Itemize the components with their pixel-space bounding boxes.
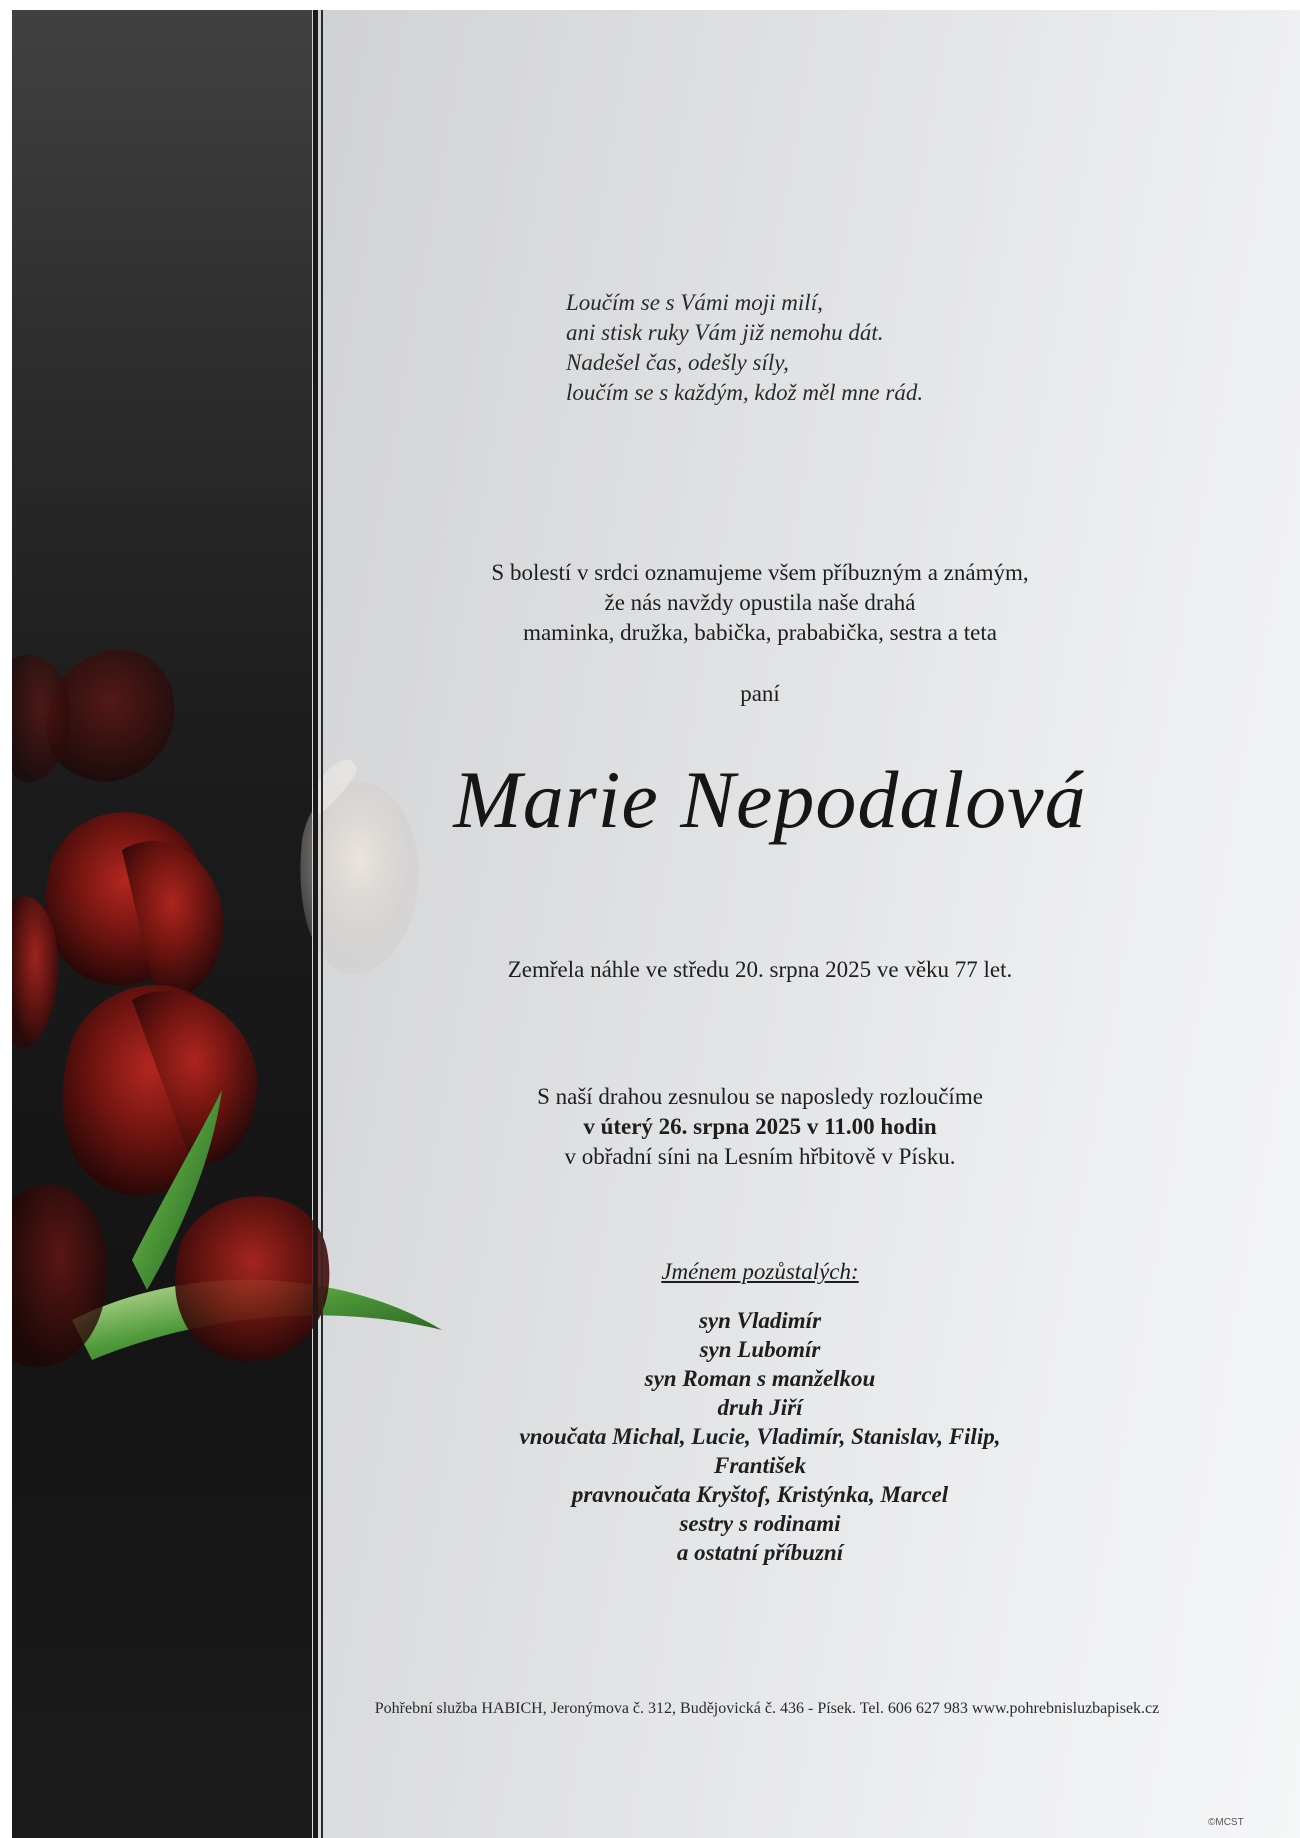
mourners-title: Jménem pozůstalých: xyxy=(661,1259,859,1284)
mourner-line: syn Lubomír xyxy=(699,1337,821,1362)
vertical-rule-thick xyxy=(313,10,318,1838)
announcement-line: maminka, družka, babička, prababička, sestra a teta xyxy=(523,620,997,645)
honorific: paní xyxy=(740,681,780,706)
death-notice: Zemřela náhle ve středu 20. srpna 2025 ve věku 77 let. xyxy=(507,957,1013,982)
mourner-line: syn Vladimír xyxy=(698,1308,822,1333)
mourner-line: vnoučata Michal, Lucie, Vladimír, Stanislav, Filip, xyxy=(519,1424,1001,1449)
copyright-mark: ©MCST xyxy=(1208,1817,1244,1828)
poem-line: loučím se s každým, kdož měl mne rád. xyxy=(566,380,924,405)
mourner-line: druh Jiří xyxy=(717,1395,803,1420)
mourner-line: syn Roman s manželkou xyxy=(644,1366,876,1391)
mourners-list xyxy=(320,1306,1200,1567)
announcement-line: S bolestí v srdci oznamujeme všem příbuzným a známým, xyxy=(491,560,1029,585)
farewell-date-time: v úterý 26. srpna 2025 v 11.00 hodin xyxy=(583,1114,937,1139)
mourner-line: František xyxy=(713,1453,807,1478)
poem-line: Nadešel čas, odešly síly, xyxy=(566,350,789,375)
farewell-info xyxy=(320,1082,1200,1172)
announcement xyxy=(320,558,1200,648)
farewell-line: S naší drahou zesnulou se naposledy rozloučíme xyxy=(537,1084,983,1109)
mourner-line: sestry s rodinami xyxy=(679,1511,841,1536)
announcement-line: že nás navždy opustila naše drahá xyxy=(604,590,916,615)
poem xyxy=(566,288,923,408)
funeral-service-footer: Pohřební služba HABICH, Jeronýmova č. 312, Budějovická č. 436 - Písek. Tel. 606 627 983 www.pohrebnisluzbapisek.cz xyxy=(374,1700,1160,1717)
poem-line: Loučím se s Vámi moji milí, xyxy=(566,290,823,315)
farewell-place: v obřadní síni na Lesním hřbitově v Písku. xyxy=(564,1144,956,1169)
poem-line: ani stisk ruky Vám již nemohu dát. xyxy=(566,320,884,345)
mourner-line: pravnoučata Kryštof, Kristýnka, Marcel xyxy=(571,1482,949,1507)
mourner-line: a ostatní příbuzní xyxy=(676,1540,844,1565)
mourners-heading xyxy=(320,1257,1200,1287)
deceased-name: Marie Nepodalová xyxy=(453,754,1087,845)
